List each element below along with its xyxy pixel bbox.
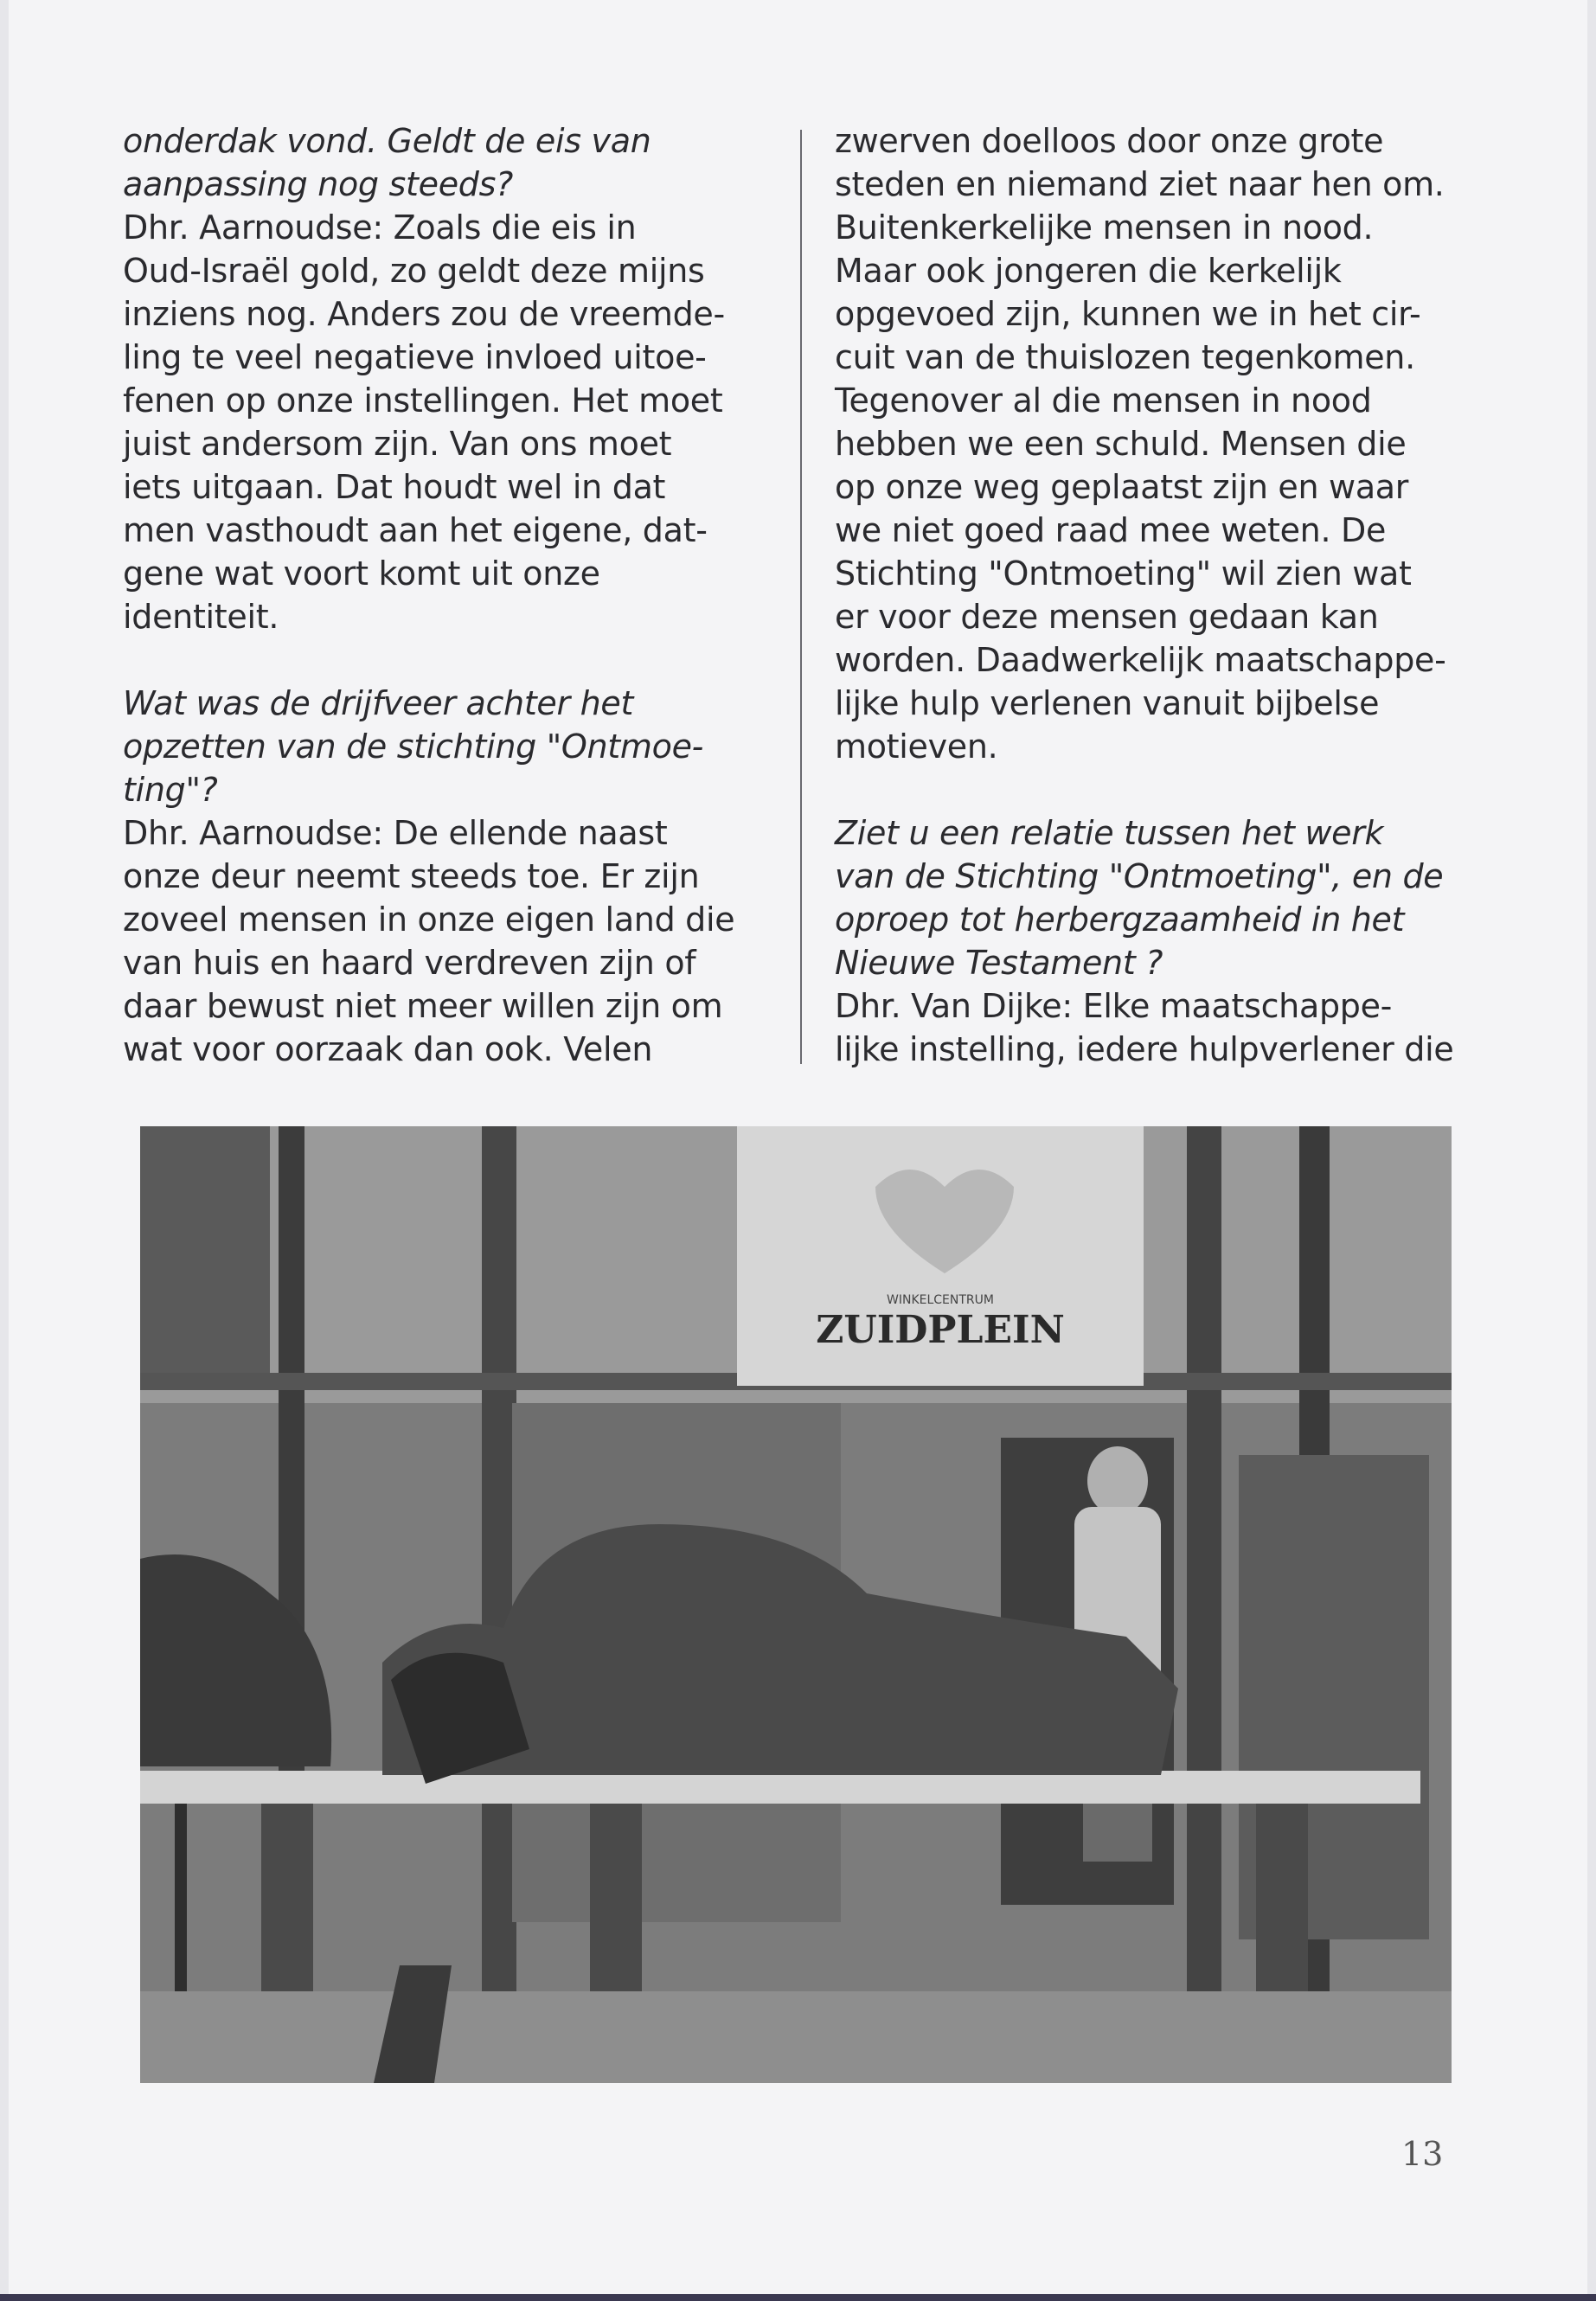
question-aanpassing: onderdak vond. Geldt de eis van aanpassing nog steeds? (123, 122, 651, 203)
question-drijfveer: Wat was de drijfveer achter het opzetten van de stichting "Ontmoe- ting"? (123, 684, 704, 809)
question-herbergzaamheid: Ziet u een relatie tussen het werk van de Stichting "Ontmoeting", en de oproep tot herbergzaamheid in het Nieuwe Testament ? (835, 814, 1444, 982)
answer-aarnoudse-1: Dhr. Aarnoudse: Zoals die eis in Oud-Israël gold, zo geldt deze mijns inziens nog. Anders zou de vreemde- ling te veel negatieve invloed uitoe- fenen op onze instellingen. Het moet juist andersom zijn. Van ons moet iets uitgaan. Dat houdt wel in dat men vasthoudt aan het eigene, dat- gene wat voort komt uit onze identiteit. (123, 208, 725, 636)
answer-aarnoudse-2: Dhr. Aarnoudse: De ellende naast onze deur neemt steeds toe. Er zijn zoveel mensen in onze eigen land die van huis en haard verdreven zijn of daar bewust niet meer willen zijn om wat voor oorzaak dan ook. Velen (123, 814, 735, 1068)
left-text-column (123, 119, 741, 1071)
sign-large-text: ZUIDPLEIN (816, 1308, 1065, 1352)
magazine-page (9, 0, 1587, 2301)
answer-continued: zwerven doelloos door onze grote steden en niemand ziet naar hen om. Buitenkerkelijke mensen in nood. Maar ook jongeren die kerkelijk opgevoed zijn, kunnen we in het cir- cuit van de thuislozen tegenkomen. Tegenover al die mensen in nood hebben we een schuld. Mensen die op onze weg geplaatst zijn en waar we niet goed raad mee weten. De Stichting "Ontmoeting" wil zien wat er voor deze mensen gedaan kan worden. Daadwerkelijk maatschappe- lijke hulp verlenen vanuit bijbelse motieven. (835, 122, 1446, 766)
right-text-column (835, 119, 1475, 1071)
sign-small-text: WINKELCENTRUM (887, 1293, 994, 1307)
column-divider (800, 130, 802, 1064)
page-number: 13 (1401, 2135, 1444, 2173)
photo-sleeping-homeless (140, 1126, 1452, 2083)
bottom-edge (0, 2294, 1596, 2301)
answer-van-dijke: Dhr. Van Dijke: Elke maatschappe- lijke instelling, iedere hulpverlener die (835, 987, 1454, 1068)
